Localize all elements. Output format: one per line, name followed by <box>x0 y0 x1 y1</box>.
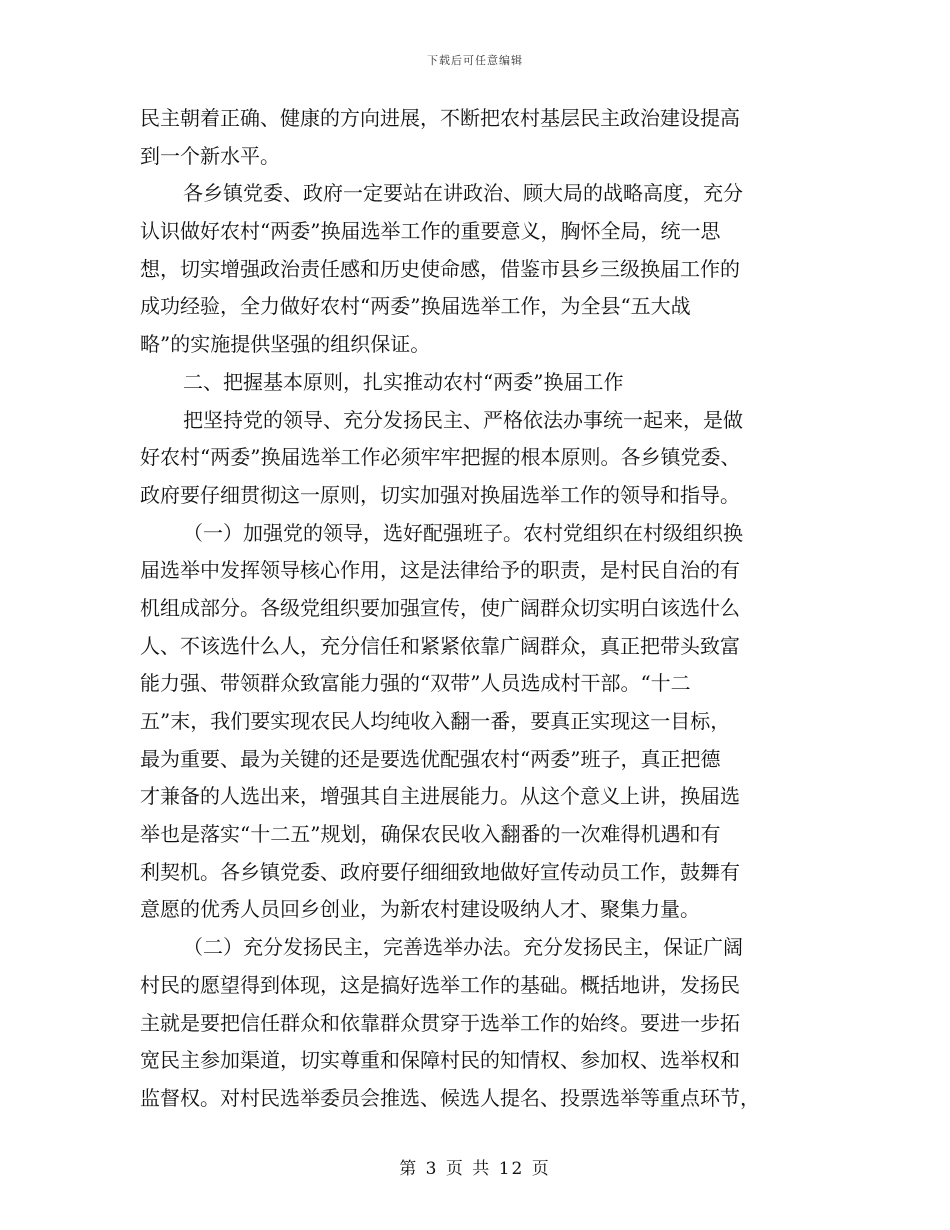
text-line: 监督权。对村民选举委员会推选、候选人提名、投票选举等重点环节， <box>140 1085 760 1110</box>
text-line: 最为重要、最为关键的还是要选优配强农村“两委”班子，真正把德 <box>140 746 721 771</box>
text-line: 五”末，我们要实现农民人均纯收入翻一番，要真正实现这一目标， <box>140 709 731 733</box>
text-line: 主就是要把信任群众和依靠群众贯穿于选举工作的始终。要进一步拓 <box>140 1010 740 1035</box>
text-line: 想，切实增强政治责任感和历史使命感，借鉴市县乡三级换届工作的 <box>140 256 740 281</box>
text-line: 宽民主参加渠道，切实尊重和保障村民的知情权、参加权、选举权和 <box>140 1048 740 1073</box>
text-line: 成功经验，全力做好农村“两委”换届选举工作，为全县“五大战 <box>140 294 691 319</box>
text-line: 民主朝着正确、健康的方向进展，不断把农村基层民主政治建设提高 <box>140 106 740 130</box>
page-number: 第 3 页 共 12 页 <box>399 1159 551 1179</box>
paragraph-start: 把坚持党的领导、充分发扬民主、严格依法办事统一起来，是做 <box>183 407 743 432</box>
text-line: 能力强、带领群众致富能力强的“双带”人员选成村干部。“十二 <box>140 671 691 696</box>
paragraph-start: （二）充分发扬民主，完善选举办法。充分发扬民主，保证广阔 <box>183 935 743 960</box>
text-line: 到一个新水平。 <box>140 143 280 168</box>
text-line: 意愿的优秀人员回乡创业，为新农村建设吸纳人才、聚集力量。 <box>140 897 700 922</box>
text-line: 才兼备的人选出来，增强其自主进展能力。从这个意义上讲，换届选 <box>140 784 740 809</box>
text-line: 略”的实施提供坚强的组织保证。 <box>140 332 431 357</box>
section-heading: 二、把握基本原则，扎实推动农村“两委”换届工作 <box>183 369 624 394</box>
text-line: 好农村“两委”换届选举工作必须牢牢把握的根本原则。各乡镇党委、 <box>140 445 741 470</box>
page-header: 下载后可任意编辑 <box>427 54 523 67</box>
paragraph-start: （一）加强党的领导，选好配强班子。农村党组织在村级组织换 <box>183 520 743 545</box>
text-line: 村民的愿望得到体现，这是搞好选举工作的基础。概括地讲，发扬民 <box>140 972 740 997</box>
text-line: 举也是落实“十二五”规划，确保农民收入翻番的一次难得机遇和有 <box>140 822 721 847</box>
paragraph-start: 各乡镇党委、政府一定要站在讲政治、顾大局的战略高度，充分 <box>183 181 743 206</box>
document-body <box>140 100 820 1118</box>
text-line: 人、不该选什么人，充分信任和紧紧依靠广阔群众，真正把带头致富 <box>140 633 740 658</box>
text-line: 政府要仔细贯彻这一原则，切实加强对换届选举工作的领导和指导。 <box>140 482 740 507</box>
text-line: 届选举中发挥领导核心作用，这是法律给予的职责，是村民自治的有 <box>140 558 740 583</box>
text-line: 利契机。各乡镇党委、政府要仔细细致地做好宣传动员工作，鼓舞有 <box>140 859 740 884</box>
text-line: 认识做好农村“两委”换届选举工作的重要意义，胸怀全局，统一思 <box>140 219 721 244</box>
text-line: 机组成部分。各级党组织要加强宣传，使广阔群众切实明白该选什么 <box>140 595 740 620</box>
